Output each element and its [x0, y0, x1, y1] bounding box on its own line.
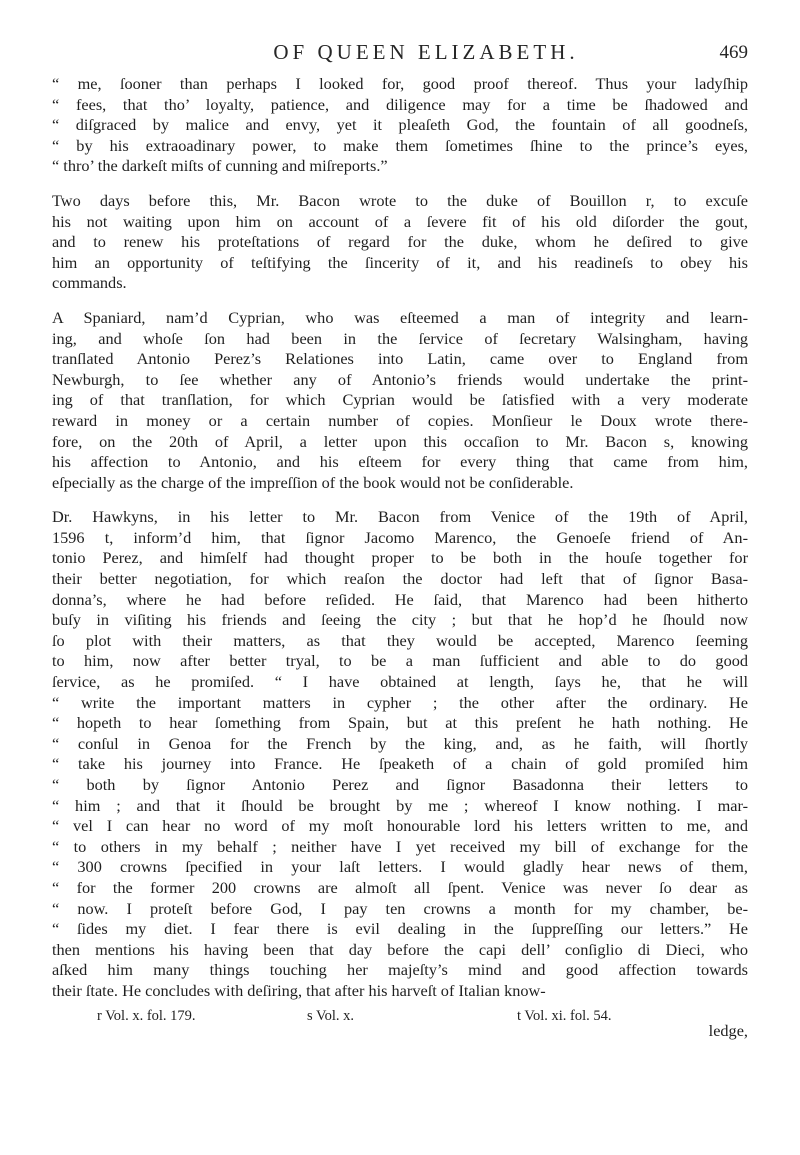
text-line: “ conſul in Genoa for the French by the king, and, as he faith, will ſhortly — [52, 733, 748, 753]
text-line: “ write the important matters in cypher ; the other after the ordinary. He — [52, 692, 748, 712]
text-line: Two days before this, Mr. Bacon wrote to the duke of Bouillon r, to excuſe — [52, 190, 748, 210]
footnotes — [52, 1008, 748, 1025]
paragraph — [52, 74, 748, 177]
text-line: A Spaniard, nam’d Cyprian, who was eſteemed a man of integrity and learn- — [52, 307, 748, 327]
text-line: then mentions his having been that day before the capi dell’ conſiglio di Dieci, who — [52, 939, 748, 959]
text-line: their better negotiation, for which reaſon the doctor had left that of ſignor Basa- — [52, 569, 748, 589]
text-line: tranſlated Antonio Perez’s Relationes into Latin, came over to England from — [52, 349, 748, 369]
text-line: ſo plot with their matters, as that they would be accepted, Marenco ſeeming — [52, 630, 748, 650]
text-line: “ thro’ the darkeſt miſts of cunning and miſreports.” — [52, 156, 388, 176]
text-line: ing, and whoſe ſon had been in the ſervice of ſecretary Walsingham, having — [52, 328, 748, 348]
text-line: “ ſides my diet. I fear there is evil dealing in the ſuppreſſing our letters.” He — [52, 919, 748, 939]
text-line: aſked him many things touching her majeſty’s mind and good affection towards — [52, 960, 748, 980]
paragraph — [52, 191, 748, 294]
text-line: his affection to Antonio, and his eſteem for every thing that came from him, — [52, 452, 748, 472]
text-line: ing of that tranſlation, for which Cyprian would be ſatisfied with a very moderate — [52, 390, 748, 410]
text-line: “ by his extraoadinary power, to make them ſometimes ſhine to the prince’s eyes, — [52, 135, 748, 155]
page-number: 469 — [719, 42, 748, 63]
text-line: “ hopeth to hear ſomething from Spain, but at this preſent he hath nothing. He — [52, 713, 748, 733]
text-line: “ take his journey into France. He ſpeaketh of a chain of gold promiſed him — [52, 754, 748, 774]
text-line: “ both by ſignor Antonio Perez and ſignor Basadonna their letters to — [52, 775, 748, 794]
text-line: “ fees, that tho’ loyalty, patience, and diligence may for a time be ſhadowed and — [52, 94, 748, 114]
footnote-t: t Vol. xi. fol. 54. — [517, 1007, 612, 1024]
text-line: him an opportunity of teſtifying the ſincerity of it, and his readineſs to obey his — [52, 252, 748, 272]
text-line: Dr. Hawkyns, in his letter to Mr. Bacon from Venice of the 19th of April, — [52, 507, 748, 527]
catchword: ledge, — [708, 1020, 748, 1040]
footnote-r: r Vol. x. fol. 179. — [97, 1007, 196, 1024]
text-line: buſy in viſiting his friends and ſeeing the city ; but that he hop’d he ſhould now — [52, 610, 748, 630]
text-line: “ to others in my behalf ; neither have I yet received my bill of exchange for the — [52, 836, 748, 856]
text-line: their ſtate. He concludes with deſiring, that after his harveſt of Italian know- — [52, 980, 546, 1000]
text-line: his not waiting upon him on account of a ſevere fit of his old diſorder the gout, — [52, 211, 748, 231]
text-line: tonio Perez, and himſelf had thought proper to be both in the houſe together for — [52, 548, 748, 568]
text-line: to him, now after better tryal, to be a man ſufficient and able to do good — [52, 651, 748, 671]
text-line: Newburgh, to ſee whether any of Antonio’s friends would undertake the print- — [52, 369, 748, 389]
text-line: commands. — [52, 273, 127, 293]
running-head — [52, 40, 748, 74]
footnote-s: s Vol. x. — [307, 1007, 355, 1024]
paragraph — [52, 507, 748, 1001]
text-line: “ for the former 200 crowns are almoſt all ſpent. Venice was never ſo dear as — [52, 877, 748, 897]
text-line: donna’s, where he had before reſided. He ſaid, that Marenco had been hitherto — [52, 589, 748, 609]
text-line: “ him ; and that it ſhould be brought by me ; whereof I know nothing. I mar- — [52, 795, 748, 815]
text-line: “ 300 crowns ſpecified in your laſt letters. I would gladly hear news of them, — [52, 857, 748, 877]
text-line: “ diſgraced by malice and envy, yet it pleaſeth God, the fountain of all goodneſs, — [52, 115, 748, 135]
text-line: ſervice, as he promiſed. “ I have obtained at length, ſays he, that he will — [52, 672, 748, 692]
text-line: fore, on the 20th of April, a letter upon this occaſion to Mr. Bacon s, knowing — [52, 431, 748, 451]
body-text — [52, 74, 748, 1002]
text-line: and to renew his proteſtations of regard for the duke, whom he deſired to give — [52, 232, 748, 252]
text-line: 1596 t, inform’d him, that ſignor Jacomo Marenco, the Genoeſe friend of An- — [52, 527, 748, 547]
text-line: “ now. I proteſt before God, I pay ten crowns a month for my chamber, be- — [52, 898, 748, 918]
paragraph — [52, 308, 748, 493]
text-line: “ vel I can hear no word of my moſt honourable lord his letters written to me, and — [52, 816, 748, 836]
text-line: reward in money or a certain number of copies. Monſieur le Doux wrote there- — [52, 410, 748, 430]
text-line: “ me, ſooner than perhaps I looked for, good proof thereof. Thus your ladyſhip — [52, 74, 748, 93]
text-line: eſpecially as the charge of the impreſſion of the book would not be conſiderable. — [52, 472, 574, 492]
running-title: OF QUEEN ELIZABETH. — [273, 40, 579, 64]
